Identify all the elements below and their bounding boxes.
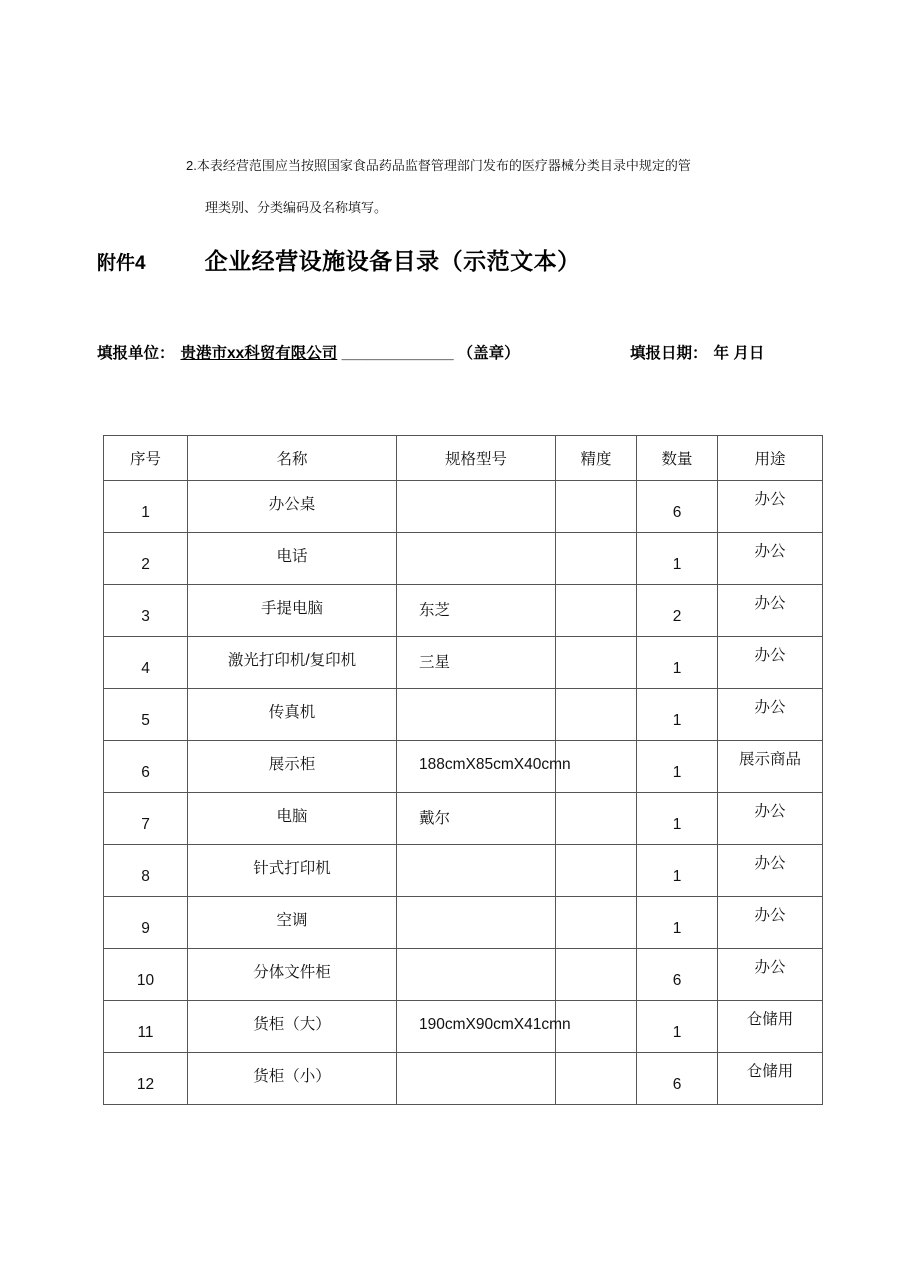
cell-qty: 1 (637, 637, 718, 689)
column-header-use: 用途 (718, 436, 823, 481)
cell-no: 3 (104, 585, 188, 637)
cell-use: 办公 (718, 949, 823, 1001)
cell-prec (556, 585, 637, 637)
cell-spec (397, 949, 556, 1001)
cell-use: 仓储用 (718, 1001, 823, 1053)
note-text-line-1: 2.本表经营范围应当按照国家食品药品监督管理部门发布的医疗器械分类目录中规定的管 (186, 158, 691, 173)
table-row (104, 1053, 823, 1105)
table-row (104, 689, 823, 741)
cell-spec: 188cmX85cmX40cmn (397, 741, 556, 793)
column-header-no: 序号 (104, 436, 188, 481)
report-date-value: 年 月日 (713, 345, 765, 362)
cell-prec (556, 897, 637, 949)
cell-qty: 6 (637, 1053, 718, 1105)
cell-no: 12 (104, 1053, 188, 1105)
cell-use: 办公 (718, 845, 823, 897)
cell-spec: 190cmX90cmX41cmn (397, 1001, 556, 1053)
cell-no: 4 (104, 637, 188, 689)
column-header-name: 名称 (188, 436, 397, 481)
cell-qty: 1 (637, 689, 718, 741)
table-row (104, 741, 823, 793)
cell-prec (556, 689, 637, 741)
column-header-qty: 数量 (637, 436, 718, 481)
cell-spec (397, 689, 556, 741)
cell-prec (556, 949, 637, 1001)
table-row (104, 533, 823, 585)
cell-spec (397, 897, 556, 949)
cell-qty: 6 (637, 949, 718, 1001)
column-header-spec: 规格型号 (397, 436, 556, 481)
cell-name: 货柜（小） (188, 1053, 397, 1105)
cell-name: 针式打印机 (188, 845, 397, 897)
cell-prec (556, 637, 637, 689)
cell-use: 仓储用 (718, 1053, 823, 1105)
form-line (97, 341, 823, 363)
cell-qty: 1 (637, 1001, 718, 1053)
cell-spec (397, 1053, 556, 1105)
report-date-label: 填报日期： (630, 345, 708, 362)
table-body (104, 481, 823, 1105)
reporting-unit-label: 填报单位： (97, 345, 175, 362)
cell-use: 办公 (718, 481, 823, 533)
column-header-prec: 精度 (556, 436, 637, 481)
table-row (104, 949, 823, 1001)
table-row (104, 793, 823, 845)
note-text-line-2: 理类别、分类编码及名称填写。 (205, 200, 388, 215)
cell-no: 7 (104, 793, 188, 845)
unit-blank-line: _____________ (337, 345, 454, 362)
cell-name: 激光打印机/复印机 (188, 637, 397, 689)
cell-name: 展示柜 (188, 741, 397, 793)
cell-name: 空调 (188, 897, 397, 949)
cell-qty: 1 (637, 741, 718, 793)
cell-name: 货柜（大） (188, 1001, 397, 1053)
cell-prec (556, 1053, 637, 1105)
cell-name: 传真机 (188, 689, 397, 741)
cell-no: 2 (104, 533, 188, 585)
cell-prec (556, 845, 637, 897)
cell-use: 办公 (718, 533, 823, 585)
attachment-label: 附件4 (97, 253, 146, 274)
cell-spec: 东芝 (397, 585, 556, 637)
cell-spec: 三星 (397, 637, 556, 689)
cell-qty: 1 (637, 533, 718, 585)
cell-qty: 1 (637, 845, 718, 897)
cell-spec (397, 533, 556, 585)
table-row (104, 585, 823, 637)
cell-name: 电话 (188, 533, 397, 585)
table-row (104, 845, 823, 897)
cell-use: 办公 (718, 637, 823, 689)
document-title: 企业经营设施设备目录（示范文本） (204, 248, 581, 274)
cell-name: 办公桌 (188, 481, 397, 533)
cell-qty: 1 (637, 793, 718, 845)
cell-no: 8 (104, 845, 188, 897)
table-row (104, 481, 823, 533)
cell-prec (556, 793, 637, 845)
cell-no: 11 (104, 1001, 188, 1053)
title-row (97, 243, 581, 276)
table-row (104, 637, 823, 689)
cell-use: 办公 (718, 897, 823, 949)
cell-no: 5 (104, 689, 188, 741)
cell-qty: 1 (637, 897, 718, 949)
equipment-table (103, 435, 823, 1105)
cell-qty: 2 (637, 585, 718, 637)
seal-label: （盖章） (457, 345, 520, 362)
cell-no: 10 (104, 949, 188, 1001)
cell-spec (397, 845, 556, 897)
table-header-row (104, 436, 823, 481)
date-group (630, 341, 764, 363)
cell-name: 手提电脑 (188, 585, 397, 637)
cell-use: 办公 (718, 689, 823, 741)
cell-spec: 戴尔 (397, 793, 556, 845)
reporting-unit-value: 贵港市xx科贸有限公司 (180, 345, 338, 362)
cell-qty: 6 (637, 481, 718, 533)
cell-use: 办公 (718, 585, 823, 637)
table-row (104, 897, 823, 949)
table-row (104, 1001, 823, 1053)
cell-no: 9 (104, 897, 188, 949)
cell-use: 展示商品 (718, 741, 823, 793)
cell-name: 分体文件柜 (188, 949, 397, 1001)
cell-spec (397, 481, 556, 533)
cell-no: 1 (104, 481, 188, 533)
cell-no: 6 (104, 741, 188, 793)
cell-prec (556, 481, 637, 533)
cell-prec (556, 533, 637, 585)
cell-name: 电脑 (188, 793, 397, 845)
cell-use: 办公 (718, 793, 823, 845)
